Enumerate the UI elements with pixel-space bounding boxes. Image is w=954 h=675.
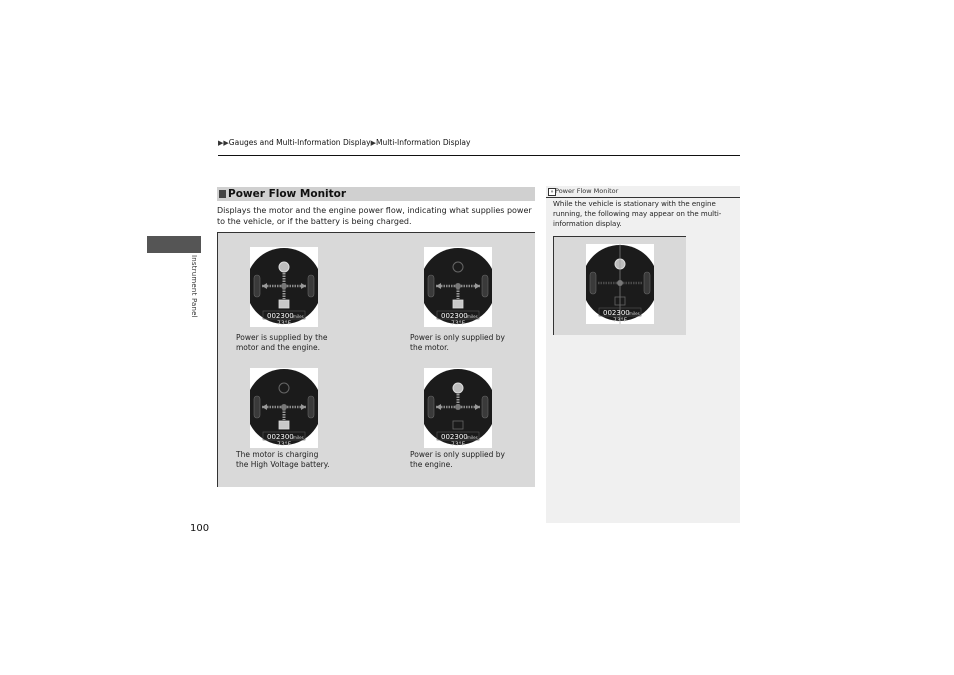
odometer-value: 002300 [267, 312, 294, 320]
motor-hub-icon [455, 283, 461, 289]
wheel-icon [482, 275, 488, 297]
gauge-graphic [424, 368, 492, 448]
motor-hub-icon [617, 280, 623, 286]
outside-temperature: 73°F [451, 441, 466, 448]
outside-temperature: 73°F [451, 320, 466, 327]
power-flow-display [424, 247, 492, 327]
gauge-graphic [424, 247, 492, 327]
page-number: 100 [190, 523, 210, 534]
wheel-icon [482, 396, 488, 418]
header-rule [218, 155, 740, 156]
battery-icon [453, 300, 463, 308]
power-flow-display [250, 247, 318, 327]
outside-temperature: 73°F [277, 441, 292, 448]
odometer-value: 002300 [603, 309, 630, 317]
chapter-tab [147, 236, 201, 253]
breadcrumb-arrow-icon: ▶ [370, 139, 376, 147]
caption-motor-only: Power is only supplied by the motor. [410, 333, 505, 352]
power-flow-display [424, 368, 492, 448]
note-figure [553, 236, 686, 335]
note-text: While the vehicle is stationary with the engine running, the following may appear on the multi-information display. [553, 200, 722, 228]
section-intro: Displays the motor and the engine power flow, indicating what supplies power to the vehicle, or if the battery is being charged. [217, 206, 532, 226]
wheel-icon [428, 396, 434, 418]
note-title[interactable]: Power Flow Monitor [555, 187, 619, 195]
caption-motor-and-engine: Power is supplied by the motor and the engine. [236, 333, 328, 352]
figure-box [217, 232, 535, 487]
odometer-unit: miles [467, 314, 478, 319]
gauge-graphic [586, 244, 654, 324]
odometer-unit: miles [293, 314, 304, 319]
breadcrumb [218, 138, 470, 147]
wheel-icon [308, 396, 314, 418]
odometer-value: 002300 [441, 312, 468, 320]
gauge-graphic [250, 368, 318, 448]
engine-icon [279, 262, 289, 272]
caption-engine-only: Power is only supplied by the engine. [410, 450, 505, 469]
section-heading [217, 187, 535, 201]
wheel-icon [308, 275, 314, 297]
wheel-icon [428, 275, 434, 297]
odometer-value: 002300 [441, 433, 468, 441]
note-column [546, 186, 740, 523]
outside-temperature: 73°F [277, 320, 292, 327]
odometer-unit: miles [467, 435, 478, 440]
wheel-icon [590, 272, 596, 294]
breadcrumb-arrow-icon: ▶▶ [218, 139, 229, 147]
breadcrumb-item[interactable]: Gauges and Multi-Information Display [228, 138, 371, 147]
odometer-value: 002300 [267, 433, 294, 441]
motor-hub-icon [281, 404, 287, 410]
wheel-icon [254, 396, 260, 418]
wheel-icon [644, 272, 650, 294]
caption-motor-charging: The motor is charging the High Voltage battery. [236, 450, 330, 469]
outside-temperature: 73°F [613, 317, 628, 324]
battery-icon [279, 421, 289, 429]
odometer-unit: miles [629, 311, 640, 316]
power-flow-display [250, 368, 318, 448]
power-flow-display [586, 244, 654, 324]
motor-hub-icon [455, 404, 461, 410]
battery-icon [279, 300, 289, 308]
odometer-unit: miles [293, 435, 304, 440]
motor-hub-icon [281, 283, 287, 289]
breadcrumb-item[interactable]: Multi-Information Display [375, 138, 471, 147]
section-marker-icon [219, 190, 226, 198]
note-heading [546, 186, 740, 198]
engine-icon [453, 383, 463, 393]
chapter-label: Instrument Panel [190, 255, 198, 318]
section-title: Power Flow Monitor [228, 188, 347, 200]
wheel-icon [254, 275, 260, 297]
gauge-graphic [250, 247, 318, 327]
note-link-icon: » [548, 188, 556, 196]
